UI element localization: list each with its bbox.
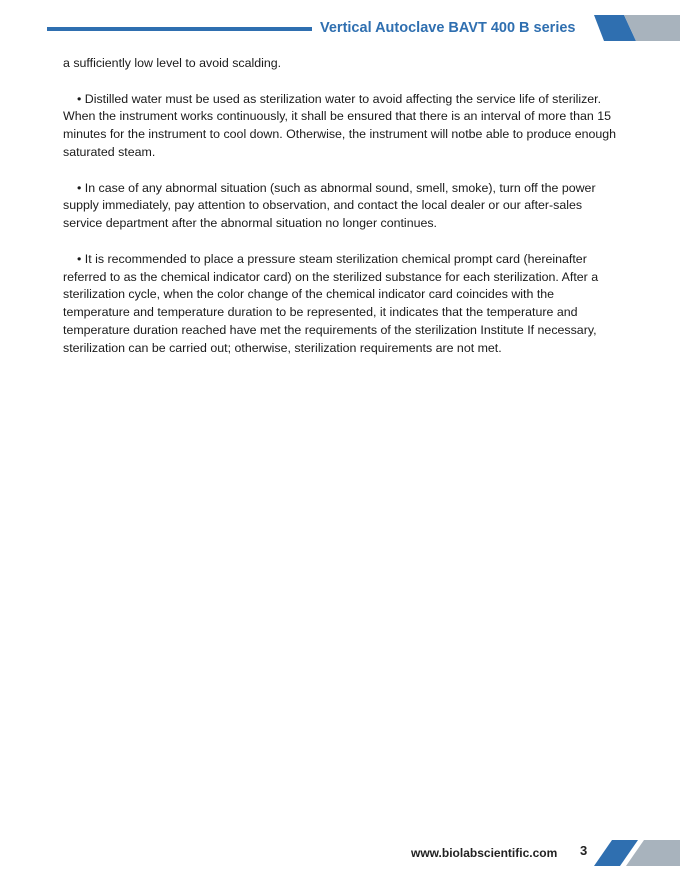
page-number: 3 — [580, 843, 588, 858]
continuation-paragraph: a sufficiently low level to avoid scalding. — [63, 56, 282, 70]
footer-corner-decoration — [594, 840, 680, 866]
page-header-title: Vertical Autoclave BAVT 400 B series — [320, 20, 576, 36]
header-corner-decoration — [594, 15, 680, 41]
body-text — [63, 55, 619, 375]
footer-website-link[interactable]: www.biolabscientific.com — [411, 846, 558, 860]
bullet-paragraph-chemical-indicator: • It is recommended to place a pressure steam sterilization chemical prompt card (hereinafter referred to as the chemical indicator card) on the sterilized substance for each sterilization. After a sterilization cycle, when the color change of the chemical indicator card coincides with the temperature and temperature duration to be represented, it indicates that the temperature and temperature duration reached have met the requirements of the sterilization Institute If necessary, sterilization can be carried out; otherwise, sterilization requirements are not met. — [63, 251, 599, 355]
bullet-paragraph-distilled-water: • Distilled water must be used as sterilization water to avoid affecting the service life of sterilizer. When the instrument works continuously, it shall be ensured that there is an interval of more than 15 minutes for the instrument to cool down. Otherwise, the instrument will notbe able to produce enough saturated steam. — [63, 91, 617, 159]
header-rule — [47, 27, 312, 31]
bullet-paragraph-abnormal-situation: • In case of any abnormal situation (such as abnormal sound, smell, smoke), turn off the power supply immediately, pay attention to observation, and contact the local dealer or our after-sales service department after the abnormal situation no longer continues. — [63, 180, 596, 231]
